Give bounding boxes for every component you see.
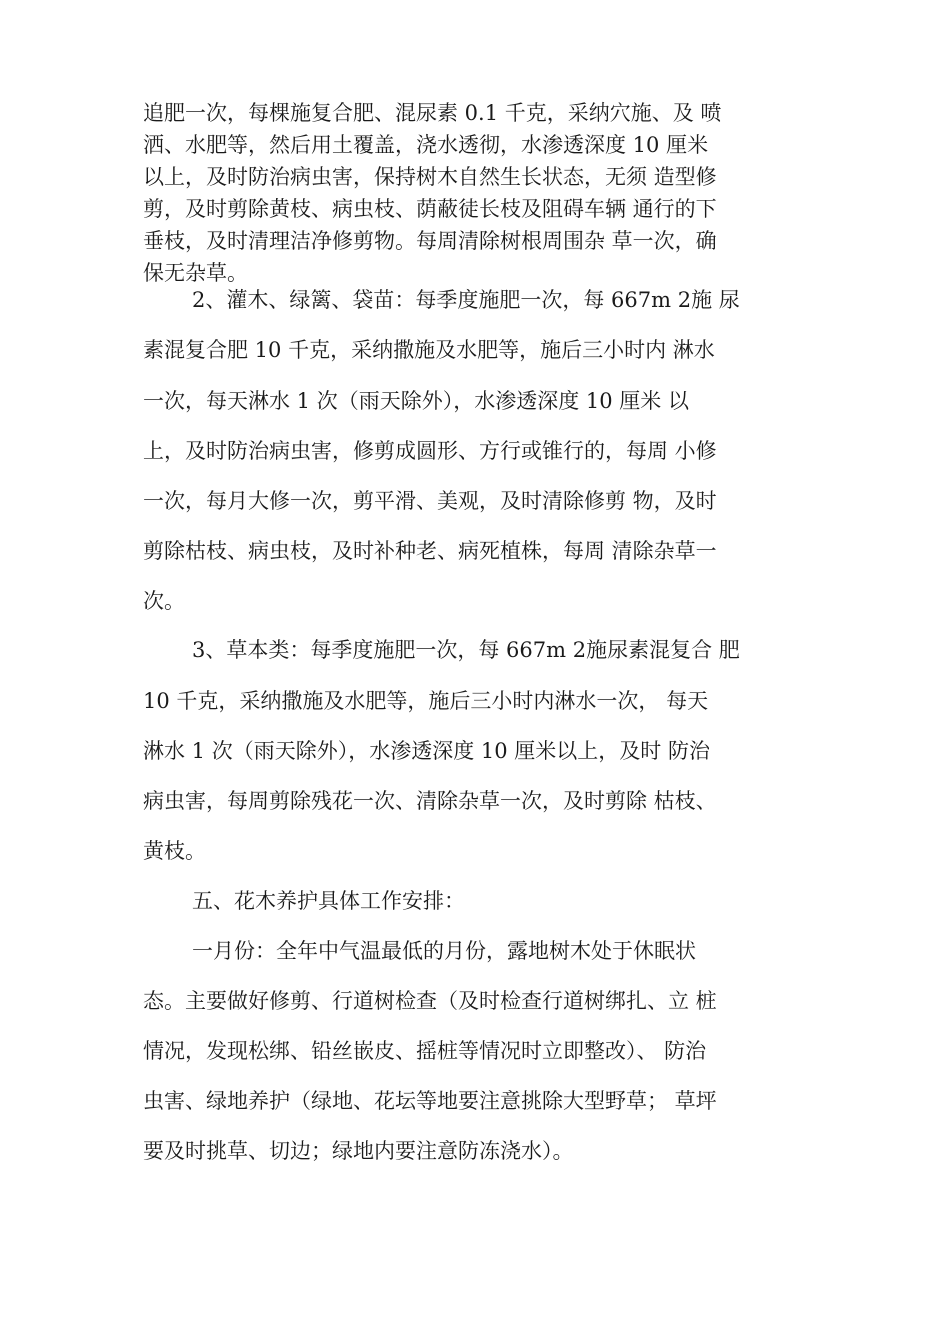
text-line: 10 千克，采纳撒施及水肥等，施后三小时内淋水一次， 每天 — [143, 689, 709, 713]
text-line: 要及时挑草、切边；绿地内要注意防冻浇水）。 — [143, 1139, 574, 1163]
text-line: 一月份：全年中气温最低的月份，露地树木处于休眠状 — [192, 939, 696, 963]
text-line: 淋水 1 次（雨天除外），水渗透深度 10 厘米以上，及时 防治 — [143, 739, 710, 763]
text-line: 剪除枯枝、病虫枝，及时补种老、病死植株，每周 清除杂草一 — [143, 539, 717, 563]
text-line: 一次，每月大修一次，剪平滑、美观，及时清除修剪 物，及时 — [143, 489, 717, 513]
text-line: 垂枝，及时清理洁净修剪物。每周清除树根周围杂 草一次，确 — [143, 229, 717, 253]
text-line: 黄枝。 — [143, 839, 206, 863]
text-line: 上，及时防治病虫害，修剪成圆形、方行或锥行的，每周 小修 — [143, 439, 717, 463]
text-line: 病虫害，每周剪除残花一次、清除杂草一次，及时剪除 枯枝、 — [143, 789, 717, 813]
text-line: 态。主要做好修剪、行道树检查（及时检查行道树绑扎、立 桩 — [143, 989, 717, 1013]
text-line: 追肥一次，每棵施复合肥、混尿素 0.1 千克，采纳穴施、及 喷 — [143, 101, 722, 125]
text-line: 以上，及时防治病虫害，保持树木自然生长状态，无须 造型修 — [143, 165, 717, 189]
text-line: 剪，及时剪除黄枝、病虫枝、荫蔽徒长枝及阻碍车辆 通行的下 — [143, 197, 717, 221]
text-line: 洒、水肥等，然后用土覆盖，浇水透彻，水渗透深度 10 厘米 — [143, 133, 709, 157]
text-line: 一次，每天淋水 1 次（雨天除外），水渗透深度 10 厘米 以 — [143, 389, 689, 413]
text-line: 次。 — [143, 589, 185, 613]
text-line: 素混复合肥 10 千克，采纳撒施及水肥等，施后三小时内 淋水 — [143, 338, 715, 362]
section-heading: 五、花木养护具体工作安排： — [192, 889, 465, 913]
text-line: 保无杂草。 — [143, 261, 248, 285]
text-line: 情况，发现松绑、铅丝嵌皮、摇桩等情况时立即整改）、 防治 — [143, 1039, 707, 1063]
text-line: 3、草本类：每季度施肥一次，每 667m 2施尿素混复合 肥 — [192, 638, 740, 662]
text-line: 2、灌木、绿篱、袋苗：每季度施肥一次，每 667m 2施 尿 — [192, 288, 740, 312]
text-line: 虫害、绿地养护（绿地、花坛等地要注意挑除大型野草； 草坪 — [143, 1089, 717, 1113]
